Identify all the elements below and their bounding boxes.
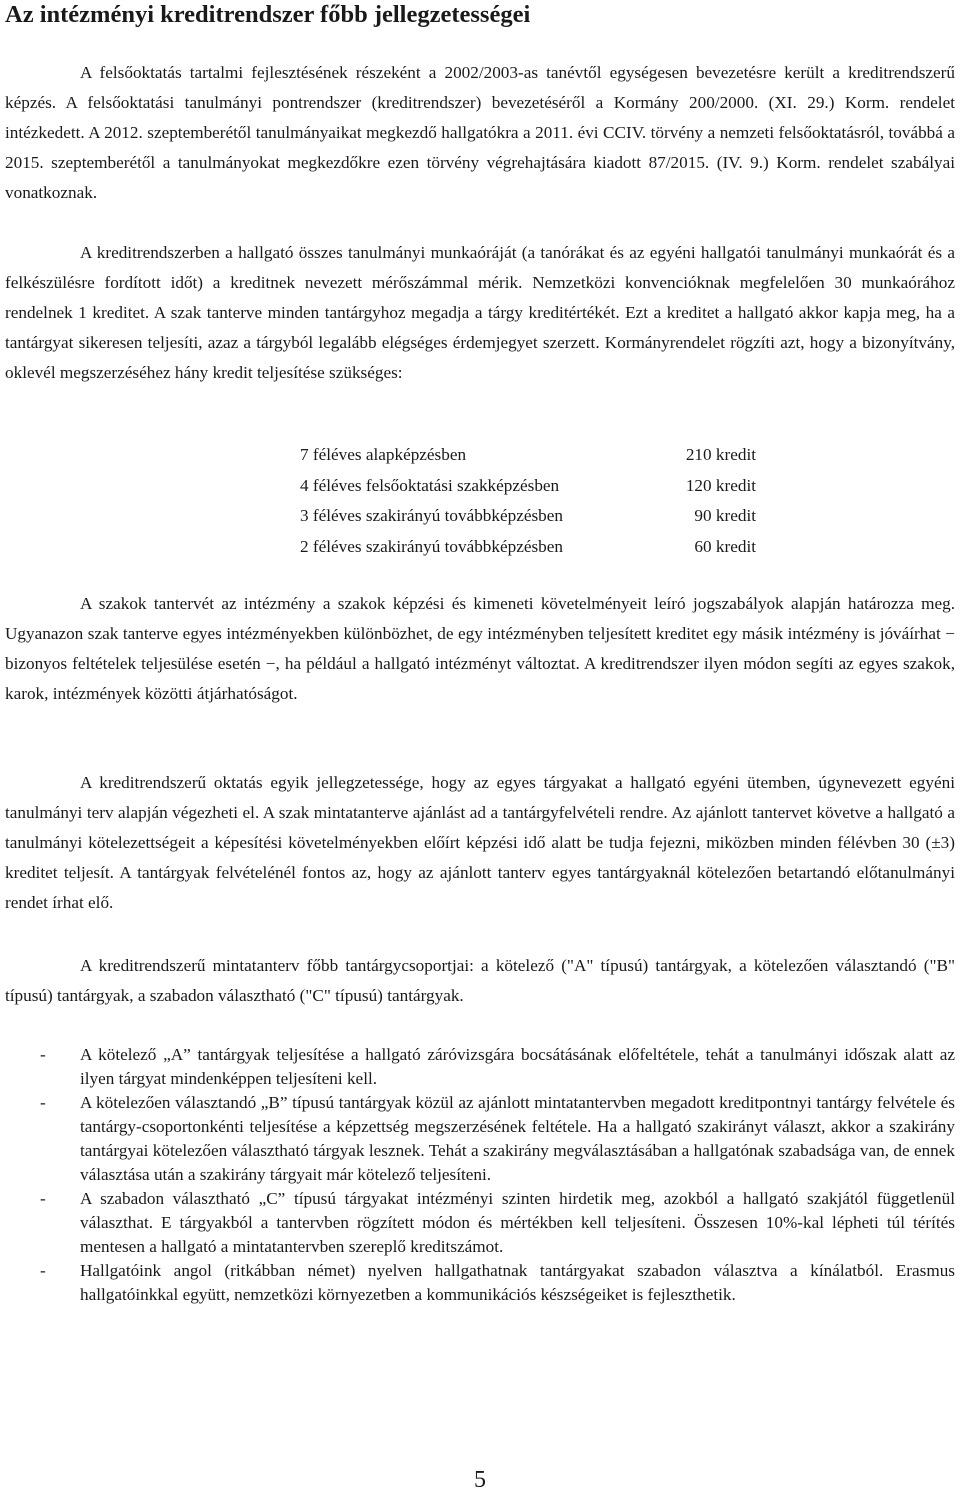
intro-paragraph: A felsőoktatás tartalmi fejlesztésének részeként a 2002/2003-as tanévtől egységesen bevezetésre került a kreditrendszerű képzés. A felsőoktatási tanulmányi pontrendszer (kreditrendszer) bevezetéséről a Kormány 200/2000. (XI. 29.) Korm. rendelet intézkedett. A 2012. szeptemberétől tanulmányaikat megkezdő hallgatókra a 2011. évi CCIV. törvény a nemzeti felsőoktatásról, továbbá a 2015. szeptemberétől a tanulmányokat megkezdőkre ezen törvény végrehajtására kiadott 87/2015. (IV. 9.) Korm. rendelet szabályai vonatkoznak.	[5, 63, 955, 202]
list-item	[5, 1259, 955, 1307]
program-cell: 7 féléves alapképzésben	[300, 445, 467, 465]
bullet-dash: -	[40, 1093, 46, 1112]
table-row	[300, 501, 756, 532]
curriculum-paragraph: A szakok tantervét az intézmény a szakok képzési és kimeneti követelményeit leíró jogszabályok alapján határozza meg. Ugyanazon szak tanterve egyes intézményekben különbözhet, de egy intézményben teljesített kreditet egy másik intézmény is jóváírhat − bizonyos feltételek teljesülése esetén −, ha például a hallgató intézményt változtat. A kreditrendszer ilyen módon segíti az egyes szakok, karok, intézmények közötti átjárhatóságot.	[5, 594, 955, 703]
subject-groups-paragraph: A kreditrendszerű mintatanterv főbb tantárgycsoportjai: a kötelező ("A" típusú) tantárgyak, a kötelezően választandó ("B" típusú) tantárgyak, a szabadon választható ("C" típusú) tantárgyak.	[5, 956, 955, 1005]
table-row	[300, 440, 756, 471]
table-row	[300, 471, 756, 502]
list-item-text: A kötelező „A” tantárgyak teljesítése a hallgató záróvizsgára bocsátásának előfeltétele, tehát a tanulmányi időszak alatt az ilyen tárgyat mindenképpen teljesíteni kell.	[80, 1045, 955, 1088]
subject-group-list	[5, 1043, 955, 1307]
page-title: Az intézményi kreditrendszer főbb jellegzetességei	[5, 1, 531, 28]
list-item-text: Hallgatóink angol (ritkábban német) nyelven hallgathatnak tantárgyakat szabadon választva a kínálatból. Erasmus hallgatóinkkal együtt, nemzetközi környezetben a kommunikációs készségeiket is fejleszthetik.	[80, 1261, 955, 1304]
page-number: 5	[474, 1467, 486, 1493]
program-cell: 2 féléves szakirányú továbbképzésben	[300, 536, 563, 556]
credits-cell: 90 kredit	[694, 506, 756, 526]
individual-schedule-paragraph: A kreditrendszerű oktatás egyik jellegzetessége, hogy az egyes tárgyakat a hallgató egyéni ütemben, úgynevezett egyéni tanulmányi terv alapján végezheti el. A szak mintatanterve ajánlást ad a tantárgyfelvételi rendre. Az ajánlott tantervet követve a hallgató a tanulmányi kötelezettségeit a képesítési követelményekben előírt képzési idő alatt be tudja fejezni, miközben minden félévben 30 (±3) kreditet teljesít. A tantárgyak felvételénél fontos az, hogy az ajánlott tanterv egyes tantárgyaknál kötelezően betartandó előtanulmányi rendet írhat elő.	[5, 773, 955, 912]
program-cell: 4 féléves felsőoktatási szakképzésben	[300, 475, 560, 495]
credit-requirements-table	[300, 440, 756, 562]
list-item	[5, 1043, 955, 1091]
table-row	[300, 532, 756, 563]
list-item-text: A kötelezően választandó „B” típusú tantárgyak közül az ajánlott mintatantervben megadott kreditpontnyi tantárgy felvétele és tantárgy-csoportonkénti teljesítése a képzettség megszerzésének feltétele. Ha a hallgató szakirányt választ, akkor a szakirány tantárgyai kötelezően választható tárgyak lesznek. Tehát a szakirány megválasztásában a hallgatónak szabadsága van, de ennek választása után a szakirány tárgyait már kötelező teljesíteni.	[80, 1093, 955, 1184]
list-item-text: A szabadon választható „C” típusú tárgyakat intézményi szinten hirdetik meg, azokból a hallgató szakjától függetlenül választhat. E tárgyakból a tantervben rögzített módon és mértékben kell teljesíteni. Összesen 10%-kal lépheti túl térítés mentesen a hallgató a mintatantervben szereplő kreditszámot.	[80, 1189, 955, 1256]
credits-cell: 210 kredit	[685, 445, 756, 465]
list-item	[5, 1091, 955, 1187]
bullet-dash: -	[40, 1261, 46, 1280]
credits-cell: 60 kredit	[694, 536, 756, 556]
program-cell: 3 féléves szakirányú továbbképzésben	[300, 506, 563, 526]
list-item	[5, 1187, 955, 1259]
credit-system-paragraph: A kreditrendszerben a hallgató összes tanulmányi munkaóráját (a tanórákat és az egyéni hallgatói tanulmányi munkaórát és a felkészülésre fordított időt) a kreditnek nevezett mérőszámmal mérik. Nemzetközi konvencióknak megfelelően 30 munkaórához rendelnek 1 kreditet. A szak tanterve minden tantárgyhoz megadja a tárgy kreditértékét. Ezt a kreditet a hallgató akkor kapja meg, ha a tantárgyat sikeresen teljesíti, azaz a tárgyból legalább elégséges érdemjegyet szerzett. Kormányrendelet rögzíti azt, hogy a bizonyítvány, oklevél megszerzéséhez hány kredit teljesítése szükséges:	[5, 243, 955, 382]
bullet-dash: -	[40, 1189, 46, 1208]
bullet-dash: -	[40, 1045, 46, 1064]
credits-cell: 120 kredit	[685, 475, 756, 495]
